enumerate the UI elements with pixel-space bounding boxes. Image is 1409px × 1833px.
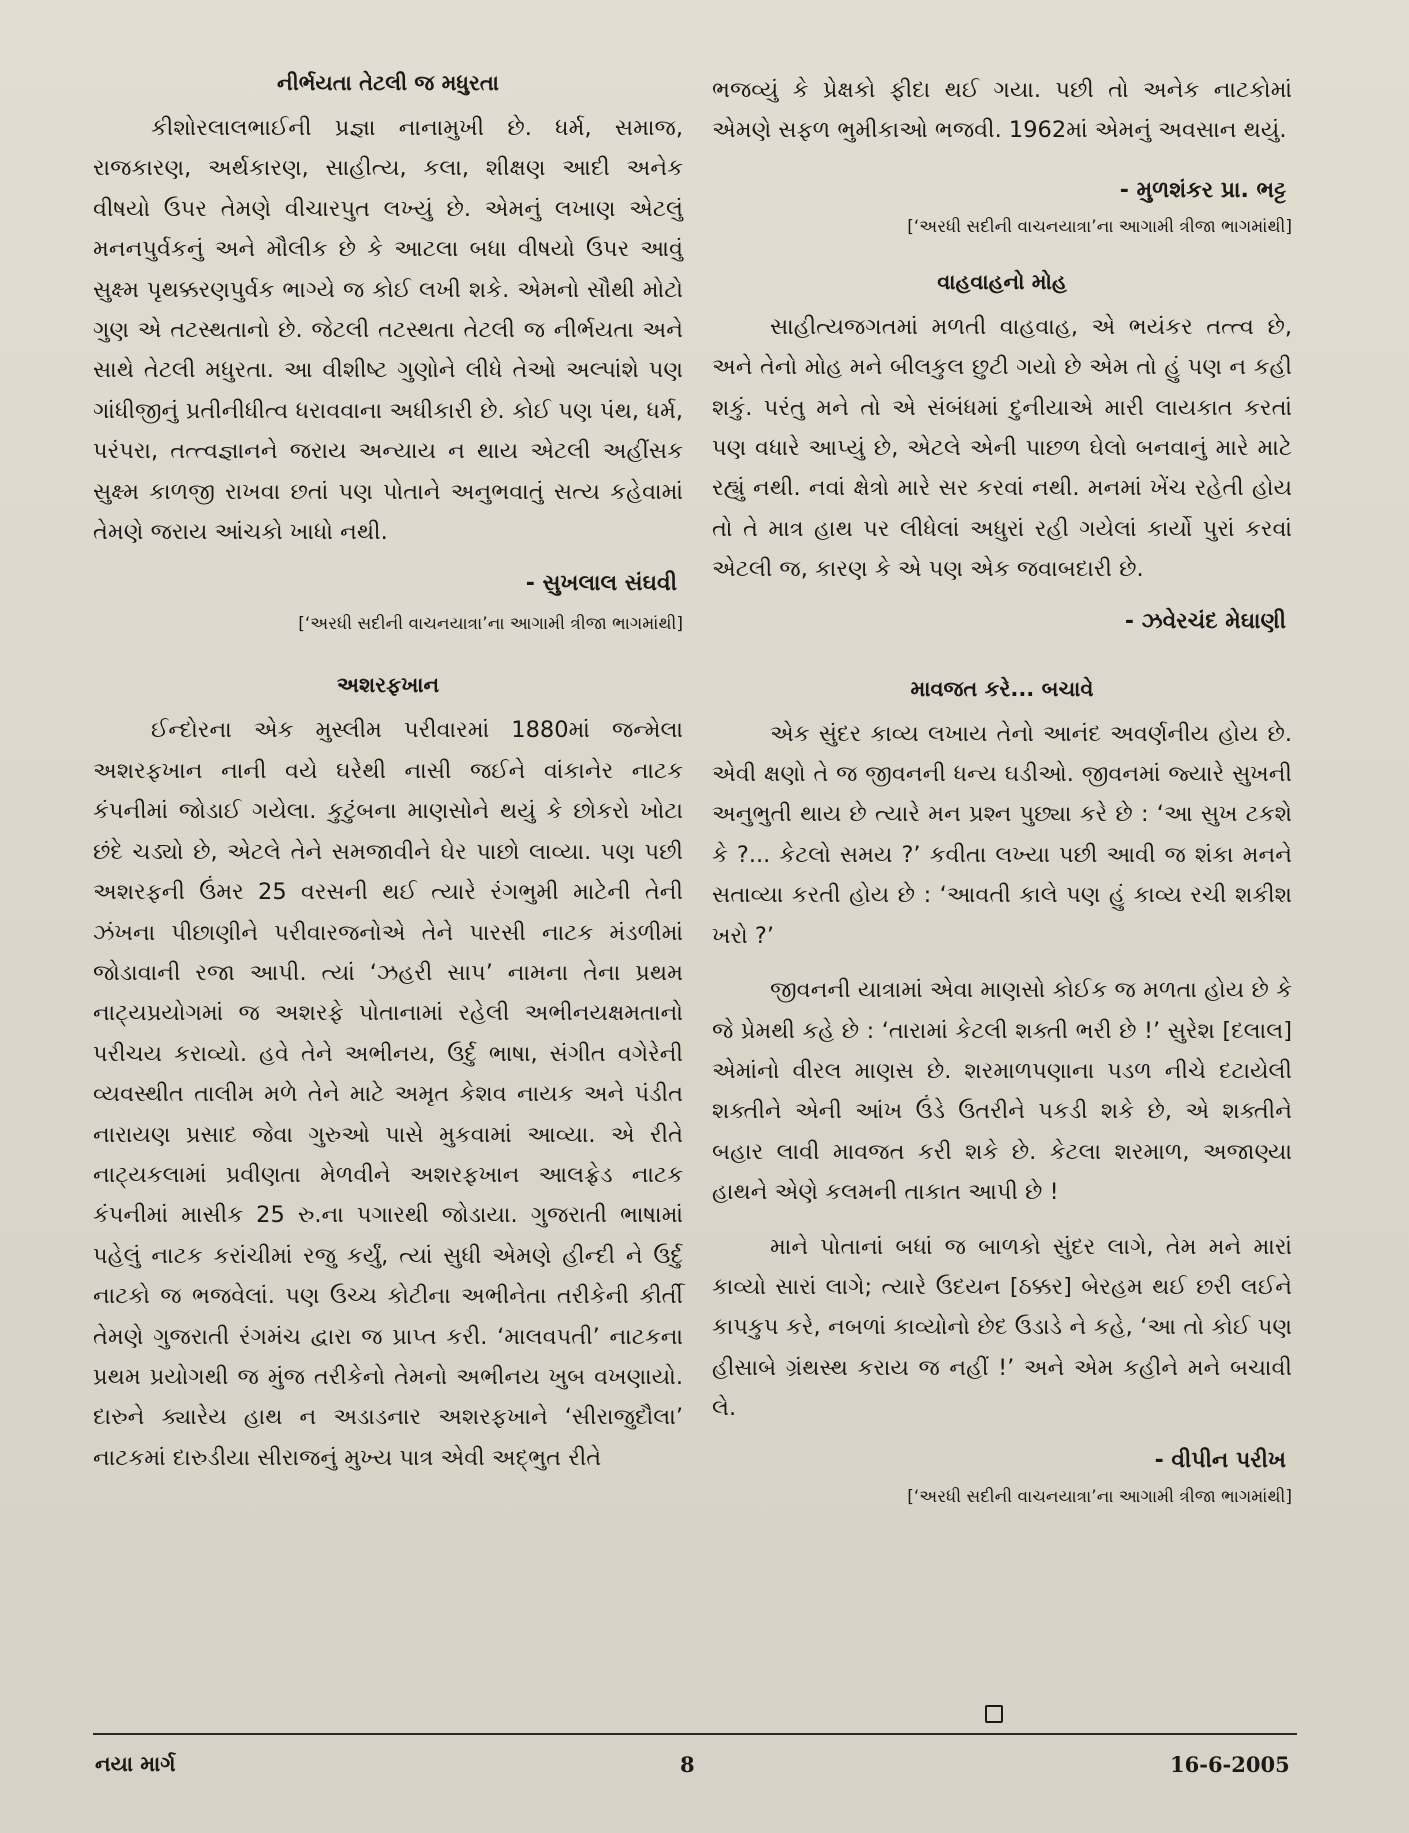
end-of-article-square-icon: [985, 1705, 1003, 1723]
footer-page-number: 8: [680, 1752, 695, 1777]
right-column: [712, 70, 1292, 1509]
section-paragraph-mavjat-3: માને પોતાનાં બધાં જ બાળકો સુંદર લાગે, તેમ મને મારાં કાવ્યો સારાં લાગે; ત્યારે ઉદયન [ઠક્કર] બેરહમ થઈ છરી લઈને કાપકુપ કરે, નબળાં કાવ્યોનો છેદ ઉડાડે ને કહે, ‘આ તો કોઈ પણ હીસાબે ગ્રંથસ્થ કરાય જ નહીં !’ અને એમ કહીને મને બચાવી લે.: [712, 1233, 1292, 1422]
section-title-ashrafkhan: અશરફખાન: [336, 673, 440, 698]
section-paragraph-vahvah: સાહીત્યજગતમાં મળતી વાહવાહ, એ ભયંકર તત્ત્વ છે, અને તેનો મોહ મને બીલકુલ છુટી ગયો છે એમ તો હું પણ ન કહી શકું. પરંતુ મને તો એ સંબંધમાં દુનીયાએ મારી લાયકાત કરતાં પણ વધારે આપ્યું છે, એટલે એની પાછળ ઘેલો બનવાનું મારે માટે રહ્યું નથી. નવાં ક્ષેત્રો મારે સર કરવાં નથી. મનમાં ખેંચ રહેતી હોય તો તે માત્ર હાથ પર લીધેલાં અધુરાં રહી ગયેલાં કાર્યો પુરાં કરવાં એટલી જ, કારણ કે એ પણ એક જવાબદારી છે.: [712, 313, 1292, 583]
section-paragraph-mavjat-1: એક સુંદર કાવ્ય લખાય તેનો આનંદ અવર્ણનીય હોય છે. એવી ક્ષણો તે જ જીવનની ધન્ય ઘડીઓ. જીવનમાં જ્યારે સુખની અનુભુતી થાય છે ત્યારે મન પ્રશ્ન પુછ્યા કરે છે : ‘આ સુખ ટકશે કે ?... કેટલો સમય ?’ કવીતા લખ્યા પછી આવી જ શંકા મનને સતાવ્યા કરતી હોય છે : ‘આવતી કાલે પણ હું કાવ્ય રચી શકીશ ખરો ?’: [712, 720, 1292, 949]
footer-publication-name: નયા માર્ગ: [95, 1752, 176, 1776]
signature-sukhlal-sanghvi: - સુખલાલ સંઘવી: [525, 571, 677, 597]
section-paragraph-fearlessness: કીશોરલાલભાઈની પ્રજ્ઞા નાનામુખી છે. ધર્મ, સમાજ, રાજકારણ, અર્થકારણ, સાહીત્ય, કલા, શીક્ષણ આદી અનેક વીષયો ઉપર તેમણે વીચારપુત લખ્યું છે. એમનું લખાણ એટલું મનનપુર્વકનું અને મૌલીક છે કે આટલા બધા વીષયો ઉપર આવું સુક્ષ્મ પૃથક્કરણપુર્વક ભાગ્યે જ કોઈ લખી શકે. એમનો સૌથી મોટો ગુણ એ તટસ્થતાનો છે. જેટલી તટસ્થતા તેટલી જ નીર્ભયતા અને સાથે તેટલી મધુરતા. આ વીશીષ્ટ ગુણોને લીધે તેઓ અલ્પાંશે પણ ગાંધીજીનું પ્રતીનીધીત્વ ધરાવવાના અધીકારી છે. કોઈ પણ પંથ, ધર્મ, પરંપરા, તત્ત્વજ્ઞાનને જરાય અન્યાય ન થાય એટલી અહીંસક સુક્ષ્મ કાળજી રાખવા છતાં પણ પોતાને અનુભવાતું સત્ય કહેવામાં તેમણે જરાય આંચકો ખાધો નથી.: [93, 115, 683, 546]
section-paragraph-mavjat-2: જીવનની યાત્રામાં એવા માણસો કોઈક જ મળતા હોય છે કે જે પ્રેમથી કહે છે : ‘તારામાં કેટલી શક્તી ભરી છે !’ સુરેશ [દલાલ] એમાંનો વીરલ માણસ છે. શરમાળપણાના પડળ નીચે દટાયેલી શક્તીને એની આંખ ઉંડે ઉતરીને પકડી શકે છે, એ શક્તીને બહાર લાવી માવજત કરી શકે છે. કેટલા શરમાળ, અજાણ્યા હાથને એણે કલમની તાકાત આપી છે !: [712, 977, 1292, 1206]
signature-zaverchand-meghani: - ઝવેરચંદ મેઘાણી: [1124, 608, 1286, 634]
section-title-mavjat: માવજત કરે... બચાવે: [910, 676, 1094, 701]
left-column: [93, 70, 683, 1478]
footer-divider: [93, 1733, 1297, 1735]
section-title-fearlessness: નીર્ભયતા તેટલી જ મધુરતા: [277, 71, 499, 95]
source-note-3: [‘અરધી સદીની વાચનયાત્રા’ના આગામી ત્રીજા ભાગમાંથી]: [907, 1486, 1292, 1507]
source-note-2: [‘અરધી સદીની વાચનયાત્રા’ના આગામી ત્રીજા ભાગમાંથી]: [907, 216, 1292, 237]
continuation-paragraph: ભજવ્યું કે પ્રેક્ષકો ફીદા થઈ ગયા. પછી તો અનેક નાટકોમાં એમણે સફળ ભુમીકાઓ ભજવી. 1962માં એમનું અવસાન થયું.: [712, 77, 1292, 144]
signature-vipin-parikh: - વીપીન પરીખ: [1154, 1447, 1286, 1473]
source-note-1: [‘અરધી સદીની વાચનયાત્રા’ના આગામી ત્રીજા ભાગમાંથી]: [298, 614, 683, 635]
signature-mulshankar-bhatt: - મુળશંકર પ્રા. ભટ્ટ: [1119, 177, 1286, 203]
section-title-vahvah: વાહવાહનો મોહ: [937, 269, 1067, 294]
footer-date: 16-6-2005: [1170, 1752, 1290, 1777]
section-paragraph-ashrafkhan: ઈન્દોરના એક મુસ્લીમ પરીવારમાં 1880માં જન્મેલા અશરફખાન નાની વયે ઘરેથી નાસી જઈને વાંકાનેર નાટક કંપનીમાં જોડાઈ ગયેલા. કુટુંબના માણસોને થયું કે છોકરો ખોટા છંદે ચડ્યો છે, એટલે તેને સમજાવીને ઘેર પાછો લાવ્યા. પણ પછી અશરફની ઉંમર 25 વરસની થઈ ત્યારે રંગભુમી માટેની તેની ઝંખના પીછાણીને પરીવારજનોએ તેને પારસી નાટક મંડળીમાં જોડાવાની રજા આપી. ત્યાં ‘ઝહરી સાપ’ નામના તેના પ્રથમ નાટ્યપ્રયોગમાં જ અશરફે પોતાનામાં રહેલી અભીનયક્ષમતાનો પરીચય કરાવ્યો. હવે તેને અભીનય, ઉર્દુ ભાષા, સંગીત વગેરેની વ્યવસ્થીત તાલીમ મળે તેને માટે અમૃત કેશવ નાયક અને પંડીત નારાયણ પ્રસાદ જેવા ગુરુઓ પાસે મુકવામાં આવ્યા. એ રીતે નાટ્યકલામાં પ્રવીણતા મેળવીને અશરફખાન આલફ્રેડ નાટક કંપનીમાં માસીક 25 રુ.ના પગારથી જોડાયા. ગુજરાતી ભાષામાં પહેલું નાટક કરાંચીમાં રજુ કર્યું, ત્યાં સુધી એમણે હીન્દી ને ઉર્દુ નાટકો જ ભજવેલાં. પણ ઉચ્ચ કોટીના અભીનેતા તરીકેની કીર્તી તેમણે ગુજરાતી રંગમંચ દ્વારા જ પ્રાપ્ત કરી. ‘માલવપતી’ નાટકના પ્રથમ પ્રયોગથી જ મુંજ તરીકેનો તેમનો અભીનય ખુબ વખણાયો. દારુને ક્યારેય હાથ ન અડાડનાર અશરફખાને ‘સીરાજુદૌલા’ નાટકમાં દારુડીયા સીરાજનું મુખ્ય પાત્ર એવી અદ્‌ભુત રીતે: [93, 717, 683, 1471]
